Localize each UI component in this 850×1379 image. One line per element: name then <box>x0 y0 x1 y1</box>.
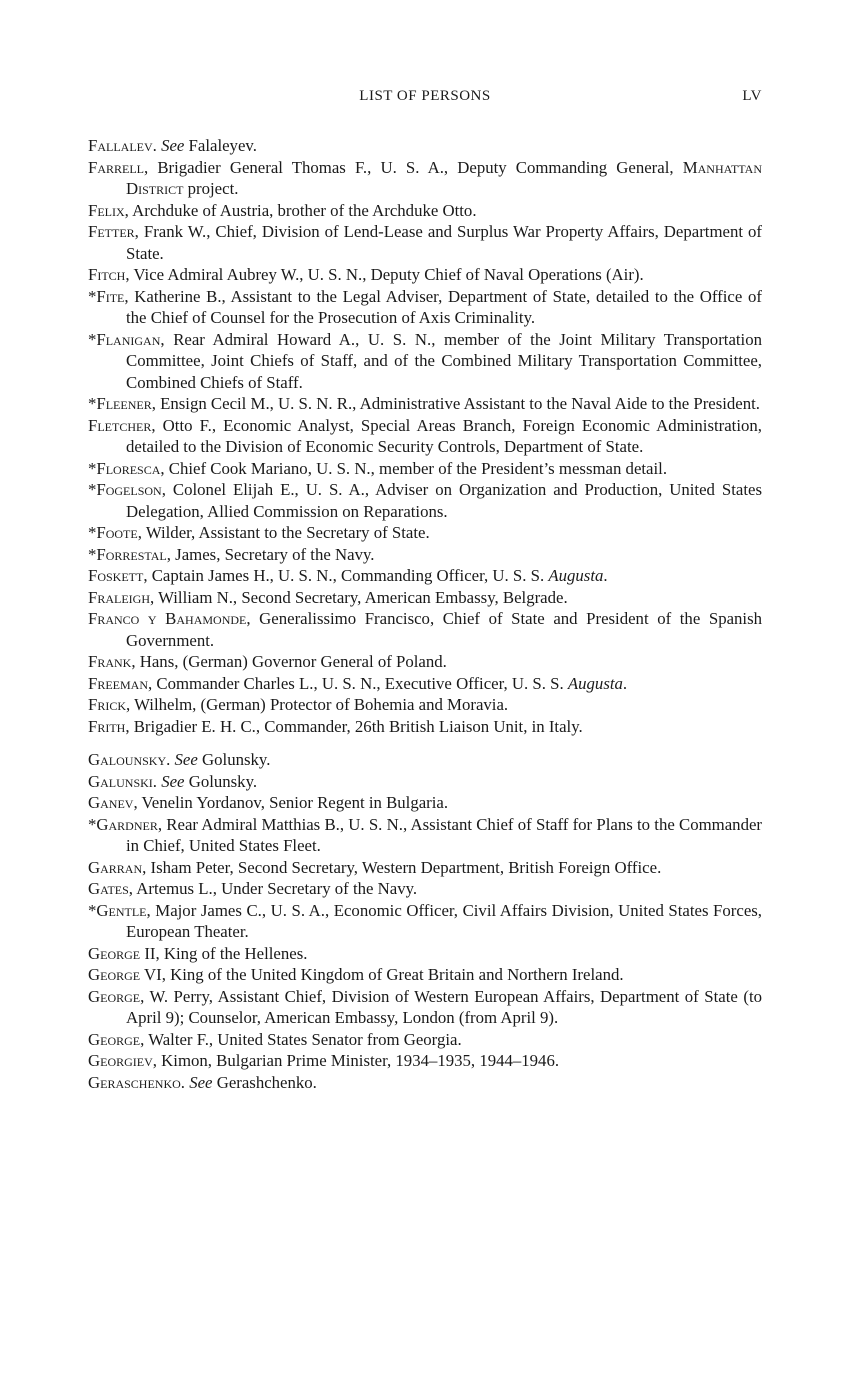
surname-punctuation: , <box>166 544 171 564</box>
person-entry <box>88 857 762 879</box>
entry-description: Gerashchenko. <box>212 1072 317 1092</box>
surname: Foskett <box>88 566 144 585</box>
entry-description: VI, King of the United Kingdom of Great Britain and Northern Ireland. <box>140 965 624 984</box>
person-entry <box>88 200 762 222</box>
person-entry <box>88 792 762 814</box>
entry-description: Falaleyev. <box>184 136 257 155</box>
see-reference: See <box>161 771 185 791</box>
asterisk-marker: * <box>88 814 97 834</box>
surname: Fraleigh <box>88 587 150 607</box>
surname: George <box>88 1029 141 1049</box>
surname-punctuation: , <box>144 157 149 177</box>
surname: Fetter <box>88 222 135 241</box>
asterisk-marker: * <box>88 523 97 542</box>
asterisk-marker: * <box>88 900 97 920</box>
entry-description: Archduke of Austria, brother of the Archduke Otto. <box>128 200 477 220</box>
surname: Fitch <box>88 265 126 284</box>
entry-description: Brigadier General Thomas F., U. S. A., Deputy Commanding General, <box>148 157 674 177</box>
surname-punctuation: , <box>160 329 165 349</box>
surname-punctuation: , <box>128 879 133 898</box>
surname-punctuation: , <box>137 523 142 542</box>
entry-description: W. Perry, Assistant Chief, Division of Western European Affairs, Department of State (to April 9); Counselor, American Embassy, London (from April 9). <box>126 986 762 1027</box>
person-entry <box>88 522 762 544</box>
person-entry <box>88 964 762 986</box>
person-entry <box>88 264 762 286</box>
entry-description: Walter F., United States Senator from Georgia. <box>144 1029 462 1049</box>
surname: George <box>88 943 141 963</box>
person-entry <box>88 286 762 329</box>
entry-description: Major James C., U. S. A., Economic Officer, Civil Affairs Division, United States Forces, European Theater. <box>126 900 762 941</box>
surname: Forrestal <box>96 544 167 564</box>
person-list <box>88 135 762 1093</box>
entry-description: Hans, (German) Governor General of Poland. <box>135 652 447 671</box>
person-entry <box>88 900 762 943</box>
surname-punctuation: , <box>157 814 163 834</box>
surname: George <box>88 986 141 1006</box>
person-entry <box>88 458 762 480</box>
surname: Fogelson <box>96 480 162 499</box>
page-number: LV <box>742 88 762 104</box>
surname: Galounsky <box>88 750 167 769</box>
asterisk-marker: * <box>88 286 97 306</box>
entry-description: Rear Admiral Howard A., U. S. N., member of the Joint Military Transportation Committee, Joint Chiefs of Staff, and of the Combined Military Transportation Committee, Combined Chiefs of Staff. <box>126 329 762 392</box>
entry-description: Kimon, Bulgarian Prime Minister, 1934–1935, 1944–1946. <box>156 1051 560 1070</box>
surname-punctuation: , <box>246 609 251 628</box>
surname-punctuation: , <box>126 695 131 714</box>
person-entry <box>88 1072 762 1094</box>
entry-description: James, Secretary of the Navy. <box>170 544 375 564</box>
surname: Geraschenko <box>88 1072 181 1092</box>
entry-description: Wilder, Assistant to the Secretary of State. <box>141 523 430 542</box>
entry-end-punctuation: . <box>622 673 628 693</box>
surname-punctuation: , <box>140 986 145 1006</box>
surname: Gardner <box>96 814 158 834</box>
see-reference: See <box>161 136 185 155</box>
person-entry <box>88 393 762 415</box>
surname-punctuation: , <box>134 222 139 241</box>
surname: Freeman <box>88 673 148 693</box>
entry-description: Golunsky. <box>197 750 271 769</box>
person-entry <box>88 565 762 587</box>
person-entry <box>88 608 762 651</box>
surname-punctuation: , <box>151 394 156 413</box>
person-entry <box>88 544 762 566</box>
asterisk-marker: * <box>88 480 97 499</box>
asterisk-marker: * <box>88 458 97 478</box>
surname: Frick <box>88 695 127 714</box>
entry-description: Generalissimo Francisco, Chief of State and President of the Spanish Government. <box>126 609 763 650</box>
person-entry <box>88 986 762 1029</box>
surname-punctuation: , <box>152 1051 157 1070</box>
person-entry <box>88 878 762 900</box>
surname: Gates <box>88 879 129 898</box>
surname-punctuation: , <box>124 200 129 220</box>
surname-punctuation: , <box>124 286 129 306</box>
entry-description: Golunsky. <box>184 771 258 791</box>
entry-description: Chief Cook Mariano, U. S. N., member of the President’s messman detail. <box>164 458 668 478</box>
surname: Galunski <box>88 771 153 791</box>
surname-punctuation: . <box>152 136 157 155</box>
entry-description: Ensign Cecil M., U. S. N. R., Administrative Assistant to the Naval Aide to the President. <box>155 394 761 413</box>
entry-description: Vice Admiral Aubrey W., U. S. N., Deputy Chief of Naval Operations (Air). <box>129 265 644 284</box>
surname-punctuation: . <box>152 771 157 791</box>
surname: George <box>88 965 141 984</box>
person-entry <box>88 814 762 857</box>
entry-description: Colonel Elijah E., U. S. A., Adviser on Organization and Production, United States Delegation, Allied Commission on Reparations. <box>126 480 762 521</box>
entry-description: Brigadier E. H. C., Commander, 26th British Liaison Unit, in Italy. <box>129 716 583 736</box>
entry-description: Isham Peter, Second Secretary, Western Department, British Foreign Office. <box>146 857 662 877</box>
entry-description: Wilhelm, (German) Protector of Bohemia and Moravia. <box>130 695 509 714</box>
surname-punctuation: , <box>142 857 147 877</box>
surname-punctuation: , <box>131 652 136 671</box>
surname: Flanigan <box>96 329 161 349</box>
surname: Fallalev <box>88 136 153 155</box>
person-entry <box>88 651 762 673</box>
ship-name: Augusta <box>548 566 604 585</box>
see-reference: See <box>189 1072 213 1092</box>
surname: Felix <box>88 200 125 220</box>
asterisk-marker: * <box>88 544 97 564</box>
person-entry <box>88 415 762 458</box>
entry-description: Frank W., Chief, Division of Lend-Lease and Surplus War Property Affairs, Department of State. <box>126 222 762 263</box>
running-title: LIST OF PERSONS <box>359 88 491 104</box>
person-entry <box>88 221 762 264</box>
surname: Fleener <box>96 394 152 413</box>
entry-description: William N., Second Secretary, American Embassy, Belgrade. <box>154 587 568 607</box>
surname-punctuation: , <box>161 480 166 499</box>
entry-description: Rear Admiral Matthias B., U. S. N., Assistant Chief of Staff for Plans to the Commander in Chief, United States Fleet. <box>126 814 762 855</box>
entry-description: Venelin Yordanov, Senior Regent in Bulgaria. <box>137 793 449 812</box>
entry-description: II, King of the Hellenes. <box>140 943 308 963</box>
surname: Ganev <box>88 793 134 812</box>
entry-description: Captain James H., U. S. N., Commanding Officer, U. S. S. <box>147 566 549 585</box>
surname-punctuation: , <box>148 673 153 693</box>
entry-description: Otto F., Economic Analyst, Special Areas Branch, Foreign Economic Administration, detailed to the Division of Economic Security Controls, Department of State. <box>126 415 762 456</box>
person-entry <box>88 157 762 200</box>
surname: Farrell <box>88 157 144 177</box>
person-entry <box>88 1029 762 1051</box>
person-entry <box>88 749 762 771</box>
entry-description: Katherine B., Assistant to the Legal Adviser, Department of State, detailed to the Office of the Chief of Counsel for the Prosecution of Axis Criminality. <box>126 286 762 327</box>
surname-punctuation: , <box>146 900 151 920</box>
person-entry <box>88 479 762 522</box>
surname: Georgiev <box>88 1051 153 1070</box>
surname-punctuation: , <box>133 793 138 812</box>
surname-punctuation: , <box>151 415 156 435</box>
entry-description-continued: project. <box>183 179 239 198</box>
surname-punctuation: , <box>125 265 130 284</box>
entry-end-punctuation: . <box>603 566 608 585</box>
surname: Fite <box>96 286 125 306</box>
surname: Floresca <box>96 458 161 478</box>
person-entry <box>88 943 762 965</box>
surname-punctuation: . <box>166 750 171 769</box>
asterisk-marker: * <box>88 394 97 413</box>
person-entry <box>88 1050 762 1072</box>
person-entry <box>88 694 762 716</box>
ship-name: Augusta <box>567 673 623 693</box>
asterisk-marker: * <box>88 329 97 349</box>
surname: Frith <box>88 716 126 736</box>
surname-punctuation: , <box>160 458 165 478</box>
person-entry <box>88 716 762 738</box>
person-entry <box>88 587 762 609</box>
surname: Garran <box>88 857 143 877</box>
surname-punctuation: , <box>125 716 130 736</box>
surname-punctuation: , <box>143 566 148 585</box>
person-entry <box>88 135 762 157</box>
project-name: Manhattan District <box>126 157 763 198</box>
surname-punctuation: , <box>140 1029 145 1049</box>
surname: Gentle <box>96 900 147 920</box>
person-entry <box>88 673 762 695</box>
page-header <box>88 88 762 110</box>
entry-description: Artemus L., Under Secretary of the Navy. <box>133 879 418 898</box>
surname-punctuation: . <box>180 1072 185 1092</box>
surname: Foote <box>96 523 138 542</box>
surname-punctuation: , <box>150 587 155 607</box>
surname: Frank <box>88 652 132 671</box>
person-entry <box>88 771 762 793</box>
see-reference: See <box>174 750 198 769</box>
entry-description: Commander Charles L., U. S. N., Executive Officer, U. S. S. <box>152 673 568 693</box>
surname: Fletcher <box>88 415 152 435</box>
person-entry <box>88 329 762 394</box>
surname: Franco y Bahamonde <box>88 609 247 628</box>
